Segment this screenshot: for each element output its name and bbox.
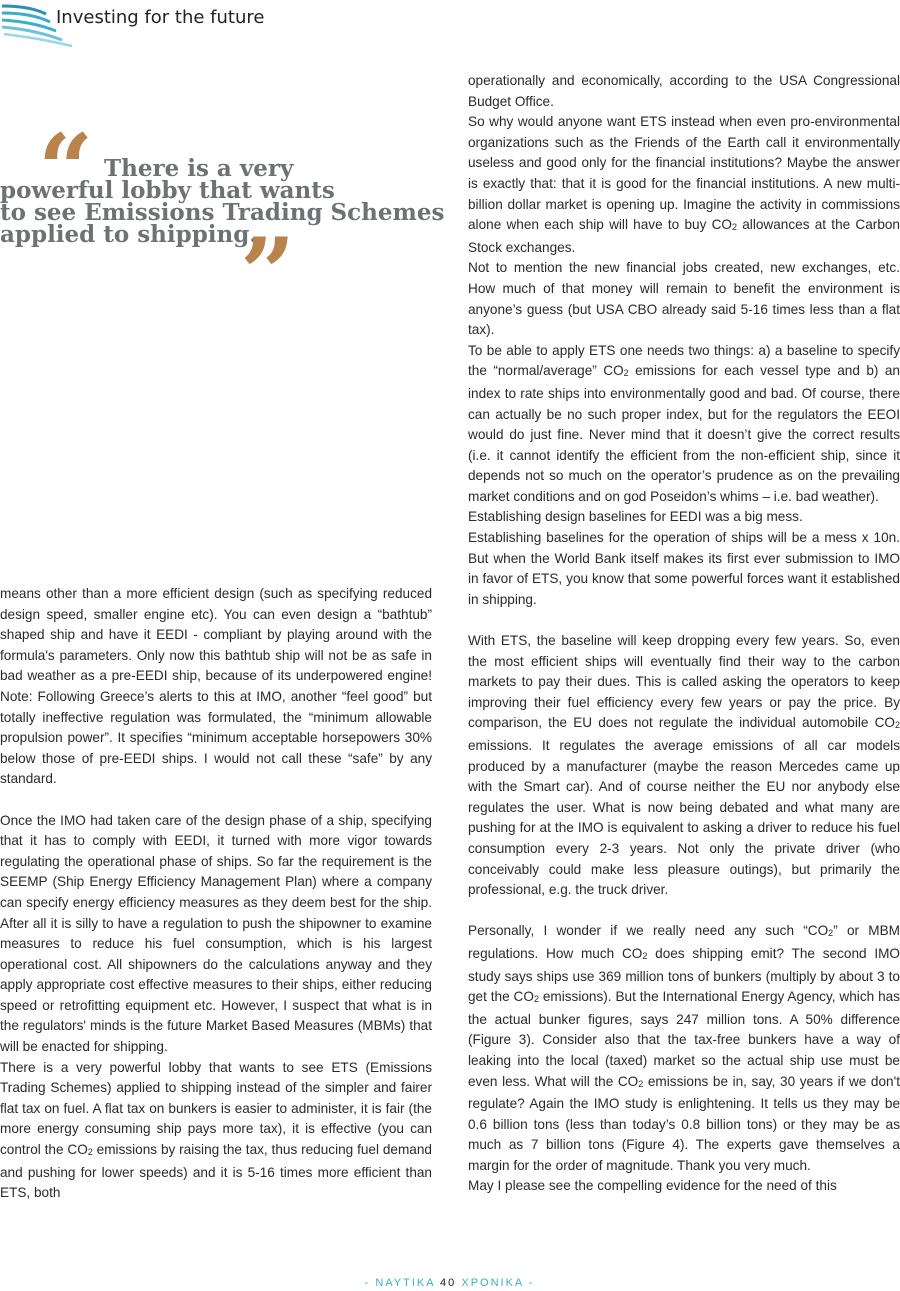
paragraph: There is a very powerful lobby that wants to see ETS (Emissions Trading Schemes) applied to shipping instead of the simpler and fairer flat tax on fuel. A flat tax on bunkers is easier to administer, it is fair (the more energy consuming ship pays more tax), it is effective (you can control the $CO_2$ emissions by raising the tax, thus reducing fuel demand and pushing for lower speeds) and it is 5-16 times more efficient than ETS, both: [0, 1059, 432, 1201]
paragraph: Establishing design baselines for EEDI was a big mess.: [468, 509, 803, 525]
paragraph: means other than a more efficient design (such as specifying reduced design speed, smaller engine etc). You can even design a “bathtub” shaped ship and have it EEDI - compliant by playing around with the formula's parameters. Only now this bathtub ship will not be as safe in bad weather as a pre-EEDI ship, because of its underpowered engine! Note: Following Greece’s alerts to this at IMO, another “feel good” but totally ineffective regulation was formulated, the “minimum allowable propulsion power”. It specifies “minimum acceptable horsepowers 30% below those of pre-EEDI ships. I would not call these “safe” by any standard.: [0, 586, 432, 787]
footer-left: - ΝΑΥΤΙΚΑ: [364, 1277, 435, 1289]
header-title: Investing for the future: [56, 7, 265, 28]
paragraph: To be able to apply ETS one needs two things: a) a baseline to specify the “normal/average” $CO_2$ emissions for each vessel type and b) an index to rate ships into environmentally good and bad. Of course, there can actually be no such proper index, but for the regulators the EEOI would do just fine. Never mind that it doesn’t give the correct results (i.e. it cannot identify the efficient from the non-efficient ship, since it depends not so much on the operator’s prudence as on the prevailing market conditions and on god Poseidon’s whims – i.e. bad weather).: [468, 342, 900, 504]
paragraph: Personally, I wonder if we really need any such “$CO_2$” or MBM regulations. How much $CO_2$ does shipping emit? The second IMO study says ships use 369 million tons of bunkers (multiply by about 3 to get the $CO_2$ emissions). But the International Energy Agency, which has the actual bunker figures, says 247 million tons. A 50% difference (Figure 3). Consider also that the tax-free bunkers have a way of leaking into the local (taxed) market so the actual ship use must be even less. What will the $CO_2$ emissions be in, say, 30 years if we don't regulate? Again the IMO study is enlightening. It tells us they may be 0.6 billion tons (less than today’s 0.8 billion tons) or they may be as much as 7 billion tons (Figure 4). The experts gave themselves a margin for the order of magnitude. Thank you very much.: [468, 923, 900, 1173]
paragraph: May I please see the compelling evidence for the need of this: [468, 1178, 837, 1194]
page-footer: [0, 1277, 899, 1289]
pull-quote-line: powerful lobby that wants: [0, 177, 335, 204]
pull-quote: [0, 113, 445, 330]
paragraph: With ETS, the baseline will keep dropping every few years. So, even the most efficient ships will eventually find their way to the carbon markets to pay their dues. This is called asking the operators to keep improving their fuel efficiency every few years or pay the price. By comparison, the EU does not regulate the individual automobile $CO_2$ emissions. It regulates the average emissions of all car models produced by a manufacturer (maybe the reason Mercedes came up with the Smart car). And of course neither the EU nor anybody else regulates the user. What is now being debated and what many are pushing for at the IMO is equivalent to asking a driver to reduce his fuel consumption every 2-3 years. Not only the private driver (who conceivably could make less pleasure outings), but primarily the professional, e.g. the truck driver.: [468, 633, 900, 898]
paragraph: So why would anyone want ETS instead when even pro-environmental organizations such as the Friends of the Earth call it environmentally useless and good only for the financial institutions? Maybe the answer is exactly that: that it is good for the financial institutions. A new multi-billion dollar market is opening up. Imagine the activity in commissions alone when each ship will have to buy $CO_2$ allowances at the Carbon Stock exchanges.: [468, 114, 900, 255]
paragraph: Once the IMO had taken care of the design phase of a ship, specifying that it has to comply with EEDI, it turned with more vigor towards regulating the operational phase of ships. So far the requirement is the SEEMP (Ship Energy Efficiency Management Plan) where a company can specify energy efficiency measures as they deem best for the ship. After all it is silly to have a regulation to push the shipowner to examine measures to reduce his fuel consumption, which is his largest operational cost. All shipowners do the calculations anyway and they apply appropriate cost effective measures to their ships, either reducing speed or retrofitting equipment etc. However, I suspect that what is in the regulators' minds is the future Market Based Measures (MBMs) that will be enacted for shipping.: [0, 812, 432, 1055]
close-quote-icon: ”: [240, 217, 296, 330]
paragraph: operationally and economically, according to the USA Congressional Budget Office.: [468, 73, 900, 109]
paragraph: Establishing baselines for the operation of ships will be a mess x 10n. But when the World Bank itself makes its first ever submission to IMO in favor of ETS, you know that some powerful forces want it established in shipping.: [468, 530, 900, 607]
pull-quote-line: applied to shipping.: [0, 221, 258, 248]
left-column: [0, 584, 432, 1204]
footer-right: ΧΡΟΝΙΚΑ -: [461, 1277, 535, 1289]
open-quote-icon: “: [38, 113, 94, 226]
pull-quote-line: to see Emissions Trading Schemes: [0, 199, 445, 226]
pull-quote-text: [0, 155, 445, 248]
right-column: [468, 71, 900, 1197]
page-number: 40: [440, 1277, 457, 1289]
pull-quote-line: There is a very: [104, 155, 294, 182]
paragraph: Not to mention the new financial jobs created, new exchanges, etc. How much of that money will remain to benefit the environment is anyone’s guess (but USA CBO already said 5-16 times less than a flat tax).: [468, 260, 900, 338]
page-header: [0, 0, 300, 48]
